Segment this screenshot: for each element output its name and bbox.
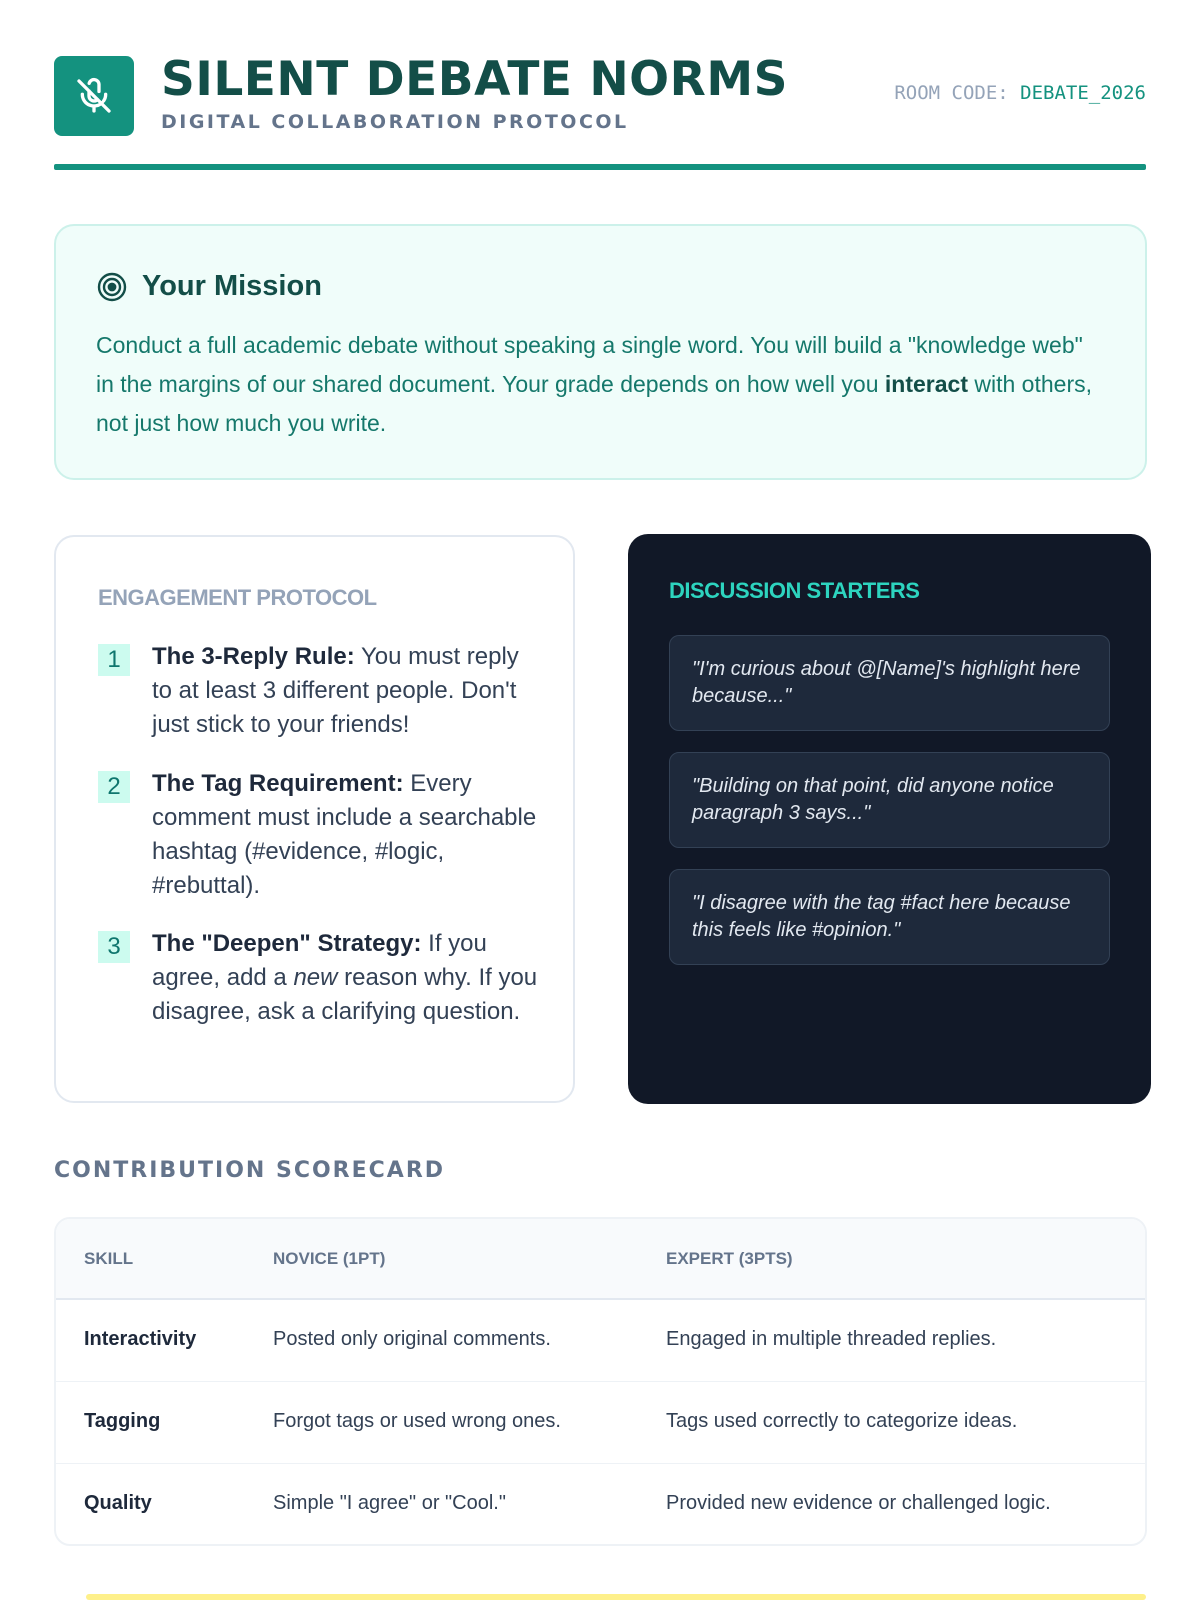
column-header-skill: SKILL bbox=[84, 1249, 134, 1268]
discussion-starters-card bbox=[628, 534, 1151, 1104]
engagement-protocol-card bbox=[54, 535, 575, 1103]
starter-quote: "I disagree with the tag #fact here because this feels like #opinion." bbox=[669, 869, 1110, 965]
room-code-label: ROOM CODE: bbox=[894, 82, 1009, 104]
cell-novice: Forgot tags or used wrong ones. bbox=[273, 1410, 561, 1432]
scorecard-title: CONTRIBUTION SCORECARD bbox=[54, 1158, 446, 1183]
mission-title: Your Mission bbox=[142, 270, 322, 302]
cell-skill: Tagging bbox=[84, 1410, 161, 1432]
column-header-novice: NOVICE (1PT) bbox=[273, 1249, 386, 1268]
mission-header bbox=[96, 270, 322, 303]
room-code-value: DEBATE_2026 bbox=[1020, 82, 1146, 104]
cell-expert: Engaged in multiple threaded replies. bbox=[666, 1328, 997, 1350]
mission-card bbox=[54, 224, 1147, 480]
starter-quote: "Building on that point, did anyone notice paragraph 3 says..." bbox=[669, 752, 1110, 848]
tip-box-edge bbox=[86, 1594, 1146, 1600]
target-icon bbox=[96, 271, 128, 303]
cell-skill: Quality bbox=[84, 1492, 152, 1514]
cell-novice: Posted only original comments. bbox=[273, 1328, 551, 1350]
table-header bbox=[56, 1219, 1145, 1300]
starter-quote: "I'm curious about @[Name]'s highlight here because..." bbox=[669, 635, 1110, 731]
column-header-expert: EXPERT (3PTS) bbox=[666, 1249, 793, 1268]
room-code bbox=[894, 82, 1146, 104]
rule-number: 3 bbox=[98, 931, 130, 963]
rule-text: The Tag Requirement: Every comment must include a searchable hashtag (#evidence, #logic, #rebuttal). bbox=[152, 770, 537, 899]
logo bbox=[54, 56, 134, 136]
mission-emphasis: interact bbox=[884, 371, 968, 397]
page-header bbox=[54, 54, 1146, 172]
mission-text: Conduct a full academic debate without speaking a single word. You will build a "knowledge web" in the margins of our shared document. Your grade depends on how well you interact with others, not just how much you write. bbox=[96, 332, 1092, 436]
engagement-title: ENGAGEMENT PROTOCOL bbox=[98, 585, 377, 610]
microphone-off-icon bbox=[74, 76, 114, 116]
page-subtitle: DIGITAL COLLABORATION PROTOCOL bbox=[161, 111, 629, 133]
cell-novice: Simple "I agree" or "Cool." bbox=[273, 1492, 506, 1514]
starters-title: DISCUSSION STARTERS bbox=[669, 578, 920, 603]
table-row bbox=[56, 1382, 1145, 1464]
rule-number: 2 bbox=[98, 771, 130, 803]
cell-expert: Provided new evidence or challenged logic. bbox=[666, 1492, 1051, 1514]
cell-expert: Tags used correctly to categorize ideas. bbox=[666, 1410, 1018, 1432]
cell-skill: Interactivity bbox=[84, 1328, 197, 1350]
page-title: SILENT DEBATE NORMS bbox=[161, 52, 788, 107]
rule-text: The "Deepen" Strategy: If you agree, add a new reason why. If you disagree, ask a clarifying question. bbox=[152, 930, 538, 1025]
scorecard-table bbox=[54, 1217, 1147, 1546]
rule-number: 1 bbox=[98, 644, 130, 676]
header-divider bbox=[54, 164, 1146, 170]
table-row bbox=[56, 1464, 1145, 1546]
table-row bbox=[56, 1300, 1145, 1382]
rule-text: The 3-Reply Rule: You must reply to at least 3 different people. Don't just stick to your friends! bbox=[152, 643, 519, 738]
